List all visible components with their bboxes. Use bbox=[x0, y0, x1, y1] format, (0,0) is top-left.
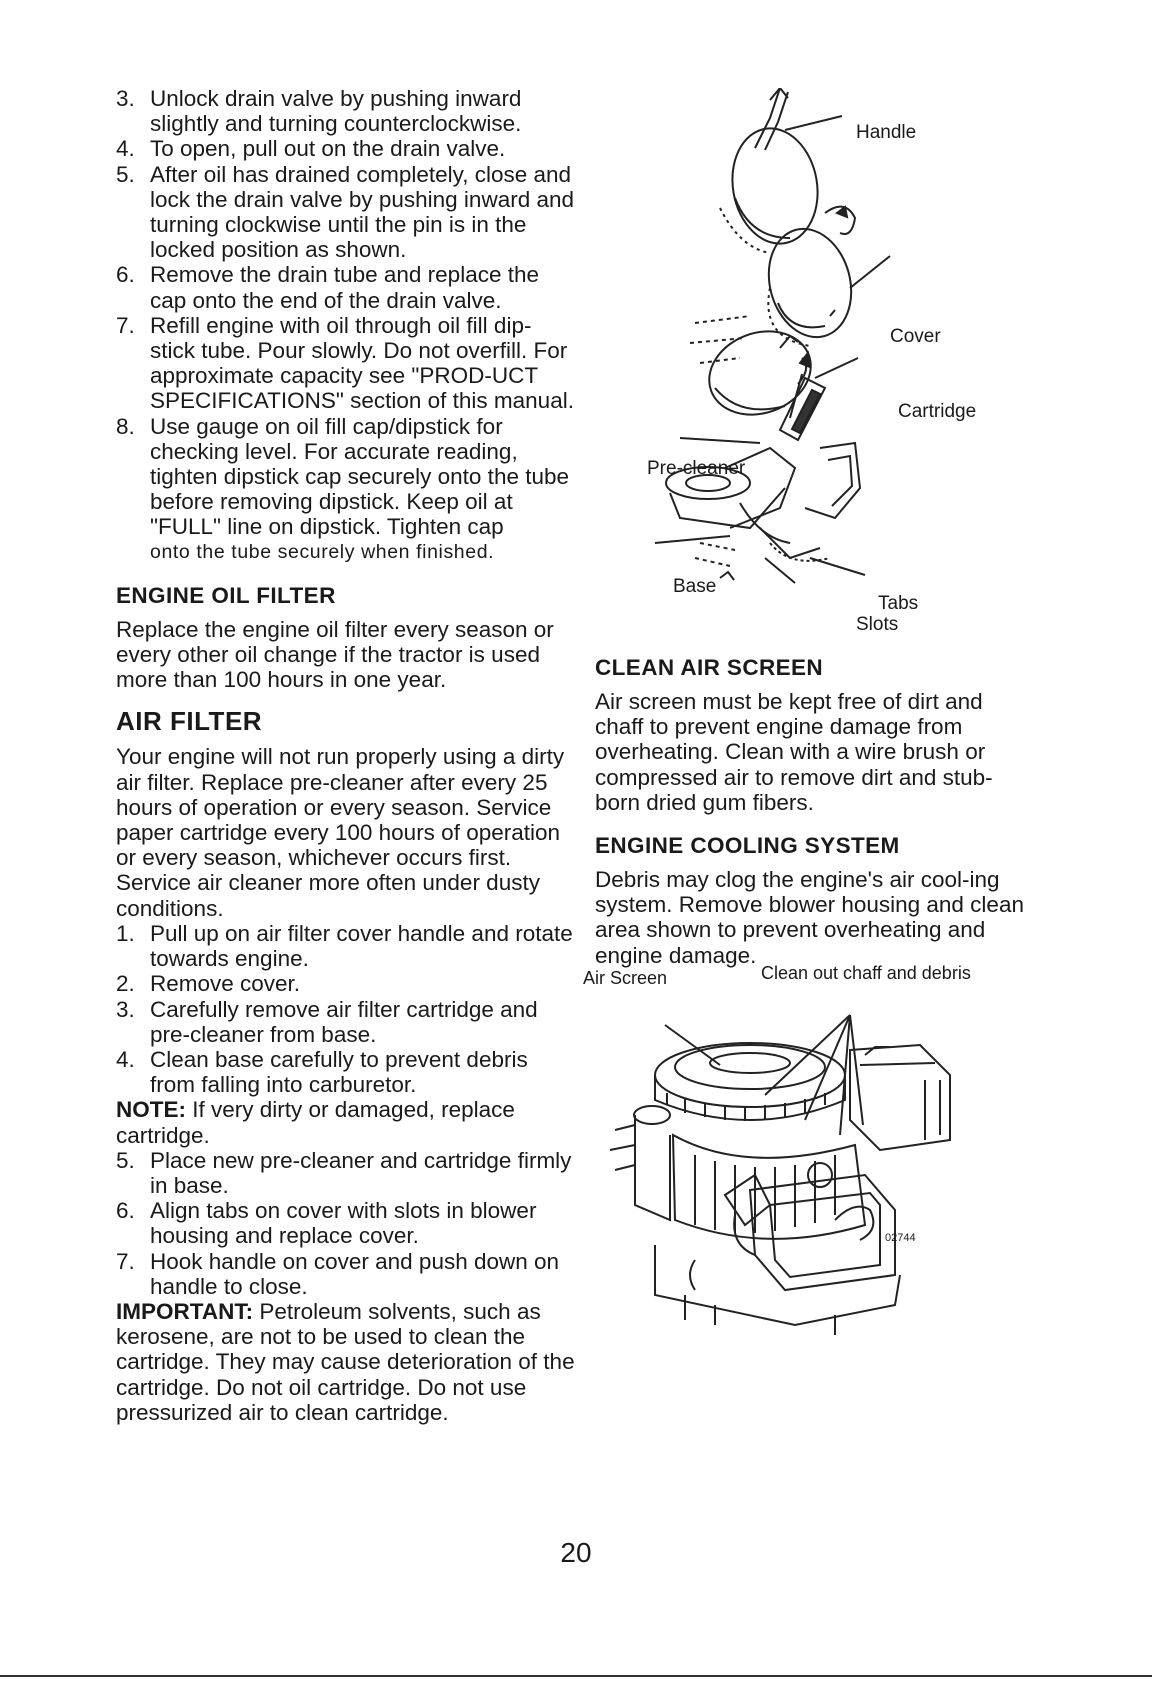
engine-oil-filter-text: Replace the engine oil filter every season or every other oil change if the tractor is used more than 100 hours in one year. bbox=[116, 616, 554, 693]
step-item bbox=[116, 971, 576, 996]
step-text: After oil has drained completely, close and lock the drain valve by pushing inward and turning clockwise until the pin is in the locked position as shown. bbox=[150, 161, 575, 263]
air-filter-intro: Your engine will not run properly using a dirty air filter. Replace pre-cleaner after every 25 hours of operation or every season. Service paper cartridge every 100 hours of operation or every season, whichever occurs first. bbox=[116, 744, 565, 871]
oil-change-steps bbox=[116, 86, 576, 565]
bottom-rule bbox=[0, 1675, 1152, 1677]
engine-cooling-heading: ENGINE COOLING SYSTEM bbox=[595, 833, 900, 859]
label-handle: Handle bbox=[856, 122, 917, 143]
step-item bbox=[116, 1148, 576, 1198]
step-text: Remove cover. bbox=[150, 971, 301, 997]
step-item bbox=[116, 262, 576, 312]
step-item bbox=[116, 1249, 576, 1299]
label-clean-out: Clean out chaff and debris bbox=[761, 963, 971, 983]
step-text: Pull up on air filter cover handle and rotate towards engine. bbox=[150, 920, 573, 972]
step-number: 7. bbox=[116, 312, 135, 338]
air-filter-heading: AIR FILTER bbox=[116, 706, 263, 737]
step-text: Clean base carefully to prevent debris from falling into carburetor. bbox=[150, 1046, 528, 1098]
step-number: 5. bbox=[116, 1147, 135, 1173]
step-item bbox=[116, 1047, 576, 1097]
step-item bbox=[116, 921, 576, 971]
note-text: If very dirty or damaged, replace cartridge. bbox=[116, 1097, 515, 1148]
step-number: 2. bbox=[116, 971, 135, 997]
step-text: Align tabs on cover with slots in blower housing and replace cover. bbox=[150, 1198, 537, 1249]
step-item bbox=[116, 313, 576, 414]
air-filter-steps-b bbox=[116, 1148, 576, 1299]
step-number: 8. bbox=[116, 413, 135, 439]
air-filter-exploded-diagram bbox=[620, 88, 1040, 648]
air-filter-note bbox=[116, 1097, 576, 1147]
step-item bbox=[116, 162, 576, 263]
label-cover: Cover bbox=[890, 326, 941, 347]
step-number: 5. bbox=[116, 161, 135, 187]
step-number: 3. bbox=[116, 86, 135, 111]
engine-part-number: 02744 bbox=[885, 1232, 916, 1244]
air-filter-intro-dusty: Service air cleaner more often under dusty conditions. bbox=[116, 870, 540, 921]
step-number: 4. bbox=[116, 136, 135, 162]
step-item bbox=[116, 997, 576, 1047]
step-text: Remove the drain tube and replace the cap onto the end of the drain valve. bbox=[150, 262, 540, 313]
engine-oil-filter-heading: ENGINE OIL FILTER bbox=[116, 582, 336, 608]
step-text: Place new pre-cleaner and cartridge firmly in base. bbox=[150, 1147, 572, 1198]
label-base: Base bbox=[673, 576, 717, 597]
air-filter-important bbox=[116, 1299, 576, 1425]
note-label: NOTE: bbox=[116, 1097, 186, 1123]
step-item bbox=[116, 414, 576, 565]
step-number: 6. bbox=[116, 1198, 135, 1224]
important-label: IMPORTANT: bbox=[116, 1298, 254, 1324]
step-text: Use gauge on oil fill cap/dipstick for checking level. For accurate reading, tighten dipstick cap securely onto the tube before removing dipstick. Keep oil at "FULL" line on dipstick. Tighten cap bbox=[150, 413, 570, 540]
step-text: Carefully remove air filter cartridge and pre-cleaner from base. bbox=[150, 996, 538, 1047]
step-number: 4. bbox=[116, 1046, 135, 1072]
step-number: 7. bbox=[116, 1248, 135, 1274]
clean-air-screen-heading: CLEAN AIR SCREEN bbox=[595, 655, 824, 680]
step-number: 3. bbox=[116, 996, 135, 1022]
step-text: Unlock drain valve by pushing inward slightly and turning counterclockwise. bbox=[150, 86, 522, 137]
step-item bbox=[116, 1198, 576, 1248]
step-item bbox=[116, 86, 576, 136]
step-text: Refill engine with oil through oil fill dip-stick tube. Pour slowly. Do not overfill. For approximate capacity see "PROD-UCT SPECIFICATIONS" section of this manual. bbox=[150, 312, 574, 414]
label-air-screen: Air Screen bbox=[583, 968, 668, 988]
clean-air-screen-text: Air screen must be kept free of dirt and chaff to prevent engine damage from overheating. Clean with a wire brush or compressed air to remove dirt and stub-born dried gum fibers. bbox=[595, 689, 993, 815]
engine-cooling-text: Debris may clog the engine's air cool-ing system. Remove blower housing and clean area shown to prevent overheating and engine damage. bbox=[595, 867, 1024, 968]
important-text: Petroleum solvents, such as kerosene, are not to be used to clean the cartridge. They may cause deterioration of the cartridge. Do not oil cartridge. Do not use pressurized air to clean cartridge. bbox=[116, 1298, 575, 1425]
step-number: 6. bbox=[116, 262, 135, 288]
engine-cooling-diagram bbox=[583, 963, 1025, 1345]
air-filter-steps-a bbox=[116, 921, 576, 1097]
engine-diagram-drawing bbox=[595, 975, 1025, 1345]
label-slots: Slots bbox=[856, 614, 899, 635]
left-column bbox=[116, 86, 576, 1425]
step-text: To open, pull out on the drain valve. bbox=[150, 136, 506, 162]
step-text-continued: onto the tube securely when finished. bbox=[150, 540, 495, 563]
air-filter-diagram-drawing bbox=[620, 88, 1040, 648]
label-pre-cleaner: Pre-cleaner bbox=[647, 458, 746, 479]
step-item bbox=[116, 136, 576, 161]
label-cartridge: Cartridge bbox=[898, 401, 977, 422]
label-tabs: Tabs bbox=[878, 593, 919, 614]
step-text: Hook handle on cover and push down on handle to close. bbox=[150, 1248, 560, 1299]
right-column bbox=[595, 655, 1025, 968]
step-number: 1. bbox=[116, 920, 135, 946]
page-number: 20 bbox=[560, 1537, 592, 1568]
